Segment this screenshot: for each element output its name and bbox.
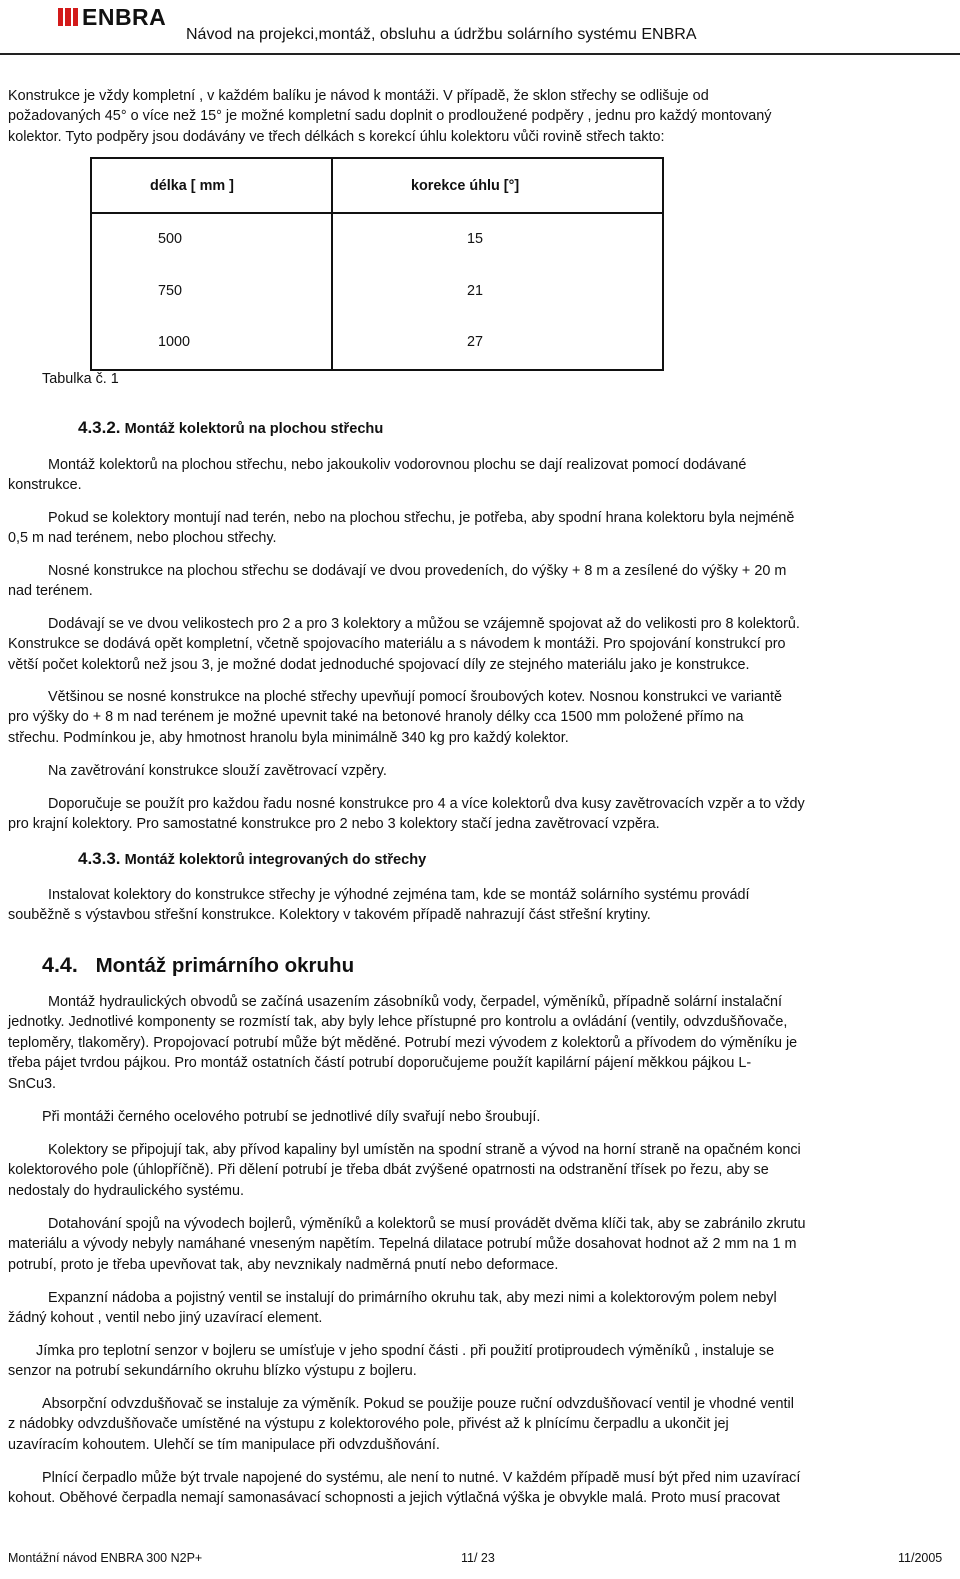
text-line: Pokud se kolektory montují nad terén, nebo na plochou střechu, je potřeba, aby spodní hrana kolektoru byla nejméně xyxy=(48,510,795,526)
text-line: konstrukce. xyxy=(8,477,82,494)
text-line: Jímka pro teplotní senzor v bojleru se umísťuje v jeho spodní části . při použití protiproudech výměníků , instaluje se xyxy=(36,1343,775,1359)
table-header-length: délka [ mm ] xyxy=(91,158,332,213)
text-line: Instalovat kolektory do konstrukce střechy je výhodné zejména tam, kde se montáž solárního systému provádí xyxy=(48,887,750,903)
text-line: senzor na potrubí sekundárního okruhu blízko výstupu z bojleru. xyxy=(8,1363,417,1380)
text-line: pro krajní kolektory. Pro samostatné konstrukce pro 2 nebo 3 kolektory stačí jedna zavětrovací vzpěra. xyxy=(8,816,660,833)
text-line: střechu. Podmínkou je, aby hmotnost hranolu byla minimálně 340 kg pro každý kolektor. xyxy=(8,729,569,746)
text-line: teploměry, tlakoměry). Propojovací potrubí může být měděné. Potrubí mezi vývodem z kolektorů a přívodem do výměníku je xyxy=(8,1034,798,1051)
table-cell: 1000 xyxy=(158,334,191,350)
paragraph xyxy=(8,455,953,496)
table-cell: 21 xyxy=(467,282,484,299)
text-line: žádný kohout , ventil nebo jiný uzavírací element. xyxy=(8,1310,323,1327)
paragraph xyxy=(8,885,953,926)
paragraph xyxy=(8,1107,953,1127)
intro-paragraph xyxy=(8,86,953,147)
text-line: Dodávají se ve dvou velikostech pro 2 a pro 3 kolektory a můžou se vzájemně spojovat až do velikosti pro 8 kolektorů. xyxy=(48,616,800,632)
logo-text: ENBRA xyxy=(82,3,167,30)
paragraph xyxy=(8,761,953,781)
enbra-logo-mark-icon xyxy=(58,8,78,26)
header-divider xyxy=(0,53,960,55)
table-column-length xyxy=(91,213,332,370)
section-number: 4.4. xyxy=(42,953,78,977)
text-line: Konstrukce je vždy kompletní , v každém balíku je návod k montáži. V případě, že sklon střechy se odlišuje od xyxy=(8,88,709,104)
text-line: souběžně s výstavbou střešní konstrukce. Kolektory v takovém případě nahrazují část střešní krytiny. xyxy=(8,907,651,924)
table-header-angle: korekce úhlu [°] xyxy=(332,158,663,213)
text-line: pro výšky do + 8 m nad terénem je možné upevnit také na betonové hranoly délky cca 1500 mm položené přímo na xyxy=(8,709,744,726)
paragraph xyxy=(8,794,953,835)
paragraph xyxy=(8,1468,953,1509)
paragraph xyxy=(8,992,953,1094)
text-line: z nádobky odvzdušňovače umístěné na výstupu z kolektorového pole, přivést až k plnícímu čerpadlu a ukončit jej xyxy=(8,1416,729,1433)
text-line: třeba pájet tvrdou pájkou. Pro montáž ostatních částí potrubí doporučujeme použít kapilární pájení měkkou pájkou L- xyxy=(8,1055,752,1072)
paragraph xyxy=(8,1341,953,1382)
section-title: Montáž kolektorů na plochou střechu xyxy=(124,421,384,437)
support-length-table xyxy=(90,157,664,371)
text-line: větší počet kolektorů než jsou 3, je možné dodat jednoduché spojovací díly ze stejného materiálu jako je konstrukce. xyxy=(8,656,750,673)
paragraph xyxy=(8,1288,953,1329)
text-line: Konstrukce se dodává opět kompletní, včetně spojovacího materiálu a s návodem k montáži. Pro spojování konstrukcí pro xyxy=(8,636,786,653)
document-title: Návod na projekci,montáž, obsluhu a údržbu solárního systému ENBRA xyxy=(186,26,697,43)
paragraph xyxy=(8,614,953,675)
text-line: Absorpční odvzdušňovač se instaluje za výměník. Pokud se použije pouze ruční odvzdušňovací ventil je vhodné ventil xyxy=(42,1396,794,1412)
text-line: materiálu a vývody nebyly namáhané vneseným napětím. Tepelná dilatace potrubí může dosahovat hodnot až 2 mm na 1 m xyxy=(8,1236,797,1253)
paragraph xyxy=(8,687,953,748)
section-title: Montáž primárního okruhu xyxy=(95,954,355,977)
text-line: požadovaných 45° o více než 15° je možné kompletní sadu doplnit o prodloužené podpěry , jednu pro každý montovaný xyxy=(8,108,772,125)
table-cell: 27 xyxy=(467,334,484,350)
text-line: nedostaly do hydraulického systému. xyxy=(8,1182,244,1199)
footer-document-name: Montážní návod ENBRA 300 N2P+ xyxy=(8,1551,203,1565)
table-cell: 500 xyxy=(158,231,183,247)
paragraph xyxy=(8,561,953,602)
text-line: potrubí, proto je třeba upevňovat tak, aby nevznikaly nadměrná pnutí nebo deformace. xyxy=(8,1256,559,1273)
text-line: Montáž kolektorů na plochou střechu, nebo jakoukoliv vodorovnou plochu se dají realizovat pomocí dodávané xyxy=(48,457,747,473)
paragraph xyxy=(8,1140,953,1201)
section-heading-4-4 xyxy=(42,953,354,978)
text-line: Na zavětrování konstrukce slouží zavětrovací vzpěry. xyxy=(48,763,387,779)
table-caption: Tabulka č. 1 xyxy=(42,371,119,387)
text-line: Nosné konstrukce na plochou střechu se dodávají ve dvou provedeních, do výšky + 8 m a zesílené do výšky + 20 m xyxy=(48,563,787,579)
text-line: kolektorového pole (úhlopříčně). Při dělení potrubí je třeba dbát zvýšené opatrnosti na odstranění třísek po řezu, aby se xyxy=(8,1162,769,1179)
text-line: 0,5 m nad terénem, nebo plochou střechy. xyxy=(8,530,277,547)
text-line: Plnící čerpadlo může být trvale napojené do systému, ale není to nutné. V každém případě musí být před nim uzavírací xyxy=(42,1470,801,1486)
section-heading-4-3-3 xyxy=(78,849,426,869)
table-column-angle xyxy=(332,213,663,370)
paragraph xyxy=(8,1394,953,1455)
text-line: Kolektory se připojují tak, aby přívod kapaliny byl umístěn na spodní straně a vývod na horní straně na opačném konci xyxy=(48,1142,801,1158)
text-line: kohout. Oběhové čerpadla nemají samonasávací schopnosti a jejich výtlačná výška je obvykle malá. Proto musí pracovat xyxy=(8,1490,780,1507)
text-line: nad terénem. xyxy=(8,583,93,600)
footer-date: 11/2005 xyxy=(898,1551,943,1565)
section-heading-4-3-2 xyxy=(78,418,383,438)
table-cell: 15 xyxy=(467,231,484,247)
text-line: uzavíracím kohoutem. Ulehčí se tím manipulace při odvzdušňování. xyxy=(8,1436,440,1453)
text-line: Většinou se nosné konstrukce na ploché střechy upevňují pomocí šroubových kotev. Nosnou konstrukci ve variantě xyxy=(48,689,783,705)
text-line: kolektor. Tyto podpěry jsou dodávány ve třech délkách s korekcí úhlu kolektoru vůči rovině střech takto: xyxy=(8,128,665,145)
footer-page-number: 11/ 23 xyxy=(461,1551,495,1565)
paragraph xyxy=(8,508,953,549)
text-line: Montáž hydraulických obvodů se začíná usazením zásobníků vody, čerpadel, výměníků, případně solární instalační xyxy=(48,994,783,1010)
text-line: Doporučuje se použít pro každou řadu nosné konstrukce pro 4 a více kolektorů dva kusy zavětrovacích vzpěr a to vždy xyxy=(48,796,805,812)
section-number: 4.3.2. xyxy=(78,418,121,437)
paragraph xyxy=(8,1214,953,1275)
text-line: jednotky. Jednotlivé komponenty se rozmístí tak, aby byly lehce přístupné pro kontrolu a ovládání (ventily, odvzdušňovače, xyxy=(8,1014,788,1031)
text-line: Při montáži černého ocelového potrubí se jednotlivé díly svařují nebo šroubují. xyxy=(42,1109,541,1125)
enbra-logo xyxy=(58,4,166,30)
text-line: SnCu3. xyxy=(8,1075,56,1092)
table-cell: 750 xyxy=(158,282,183,299)
section-title: Montáž kolektorů integrovaných do střechy xyxy=(124,852,427,868)
text-line: Dotahování spojů na vývodech bojlerů, výměníků a kolektorů se musí provádět dvěma klíči tak, aby se zabránilo zkrutu xyxy=(48,1216,806,1232)
text-line: Expanzní nádoba a pojistný ventil se instalují do primárního okruhu tak, aby mezi nimi a kolektorovým polem nebyl xyxy=(48,1290,777,1306)
section-number: 4.3.3. xyxy=(78,849,121,868)
